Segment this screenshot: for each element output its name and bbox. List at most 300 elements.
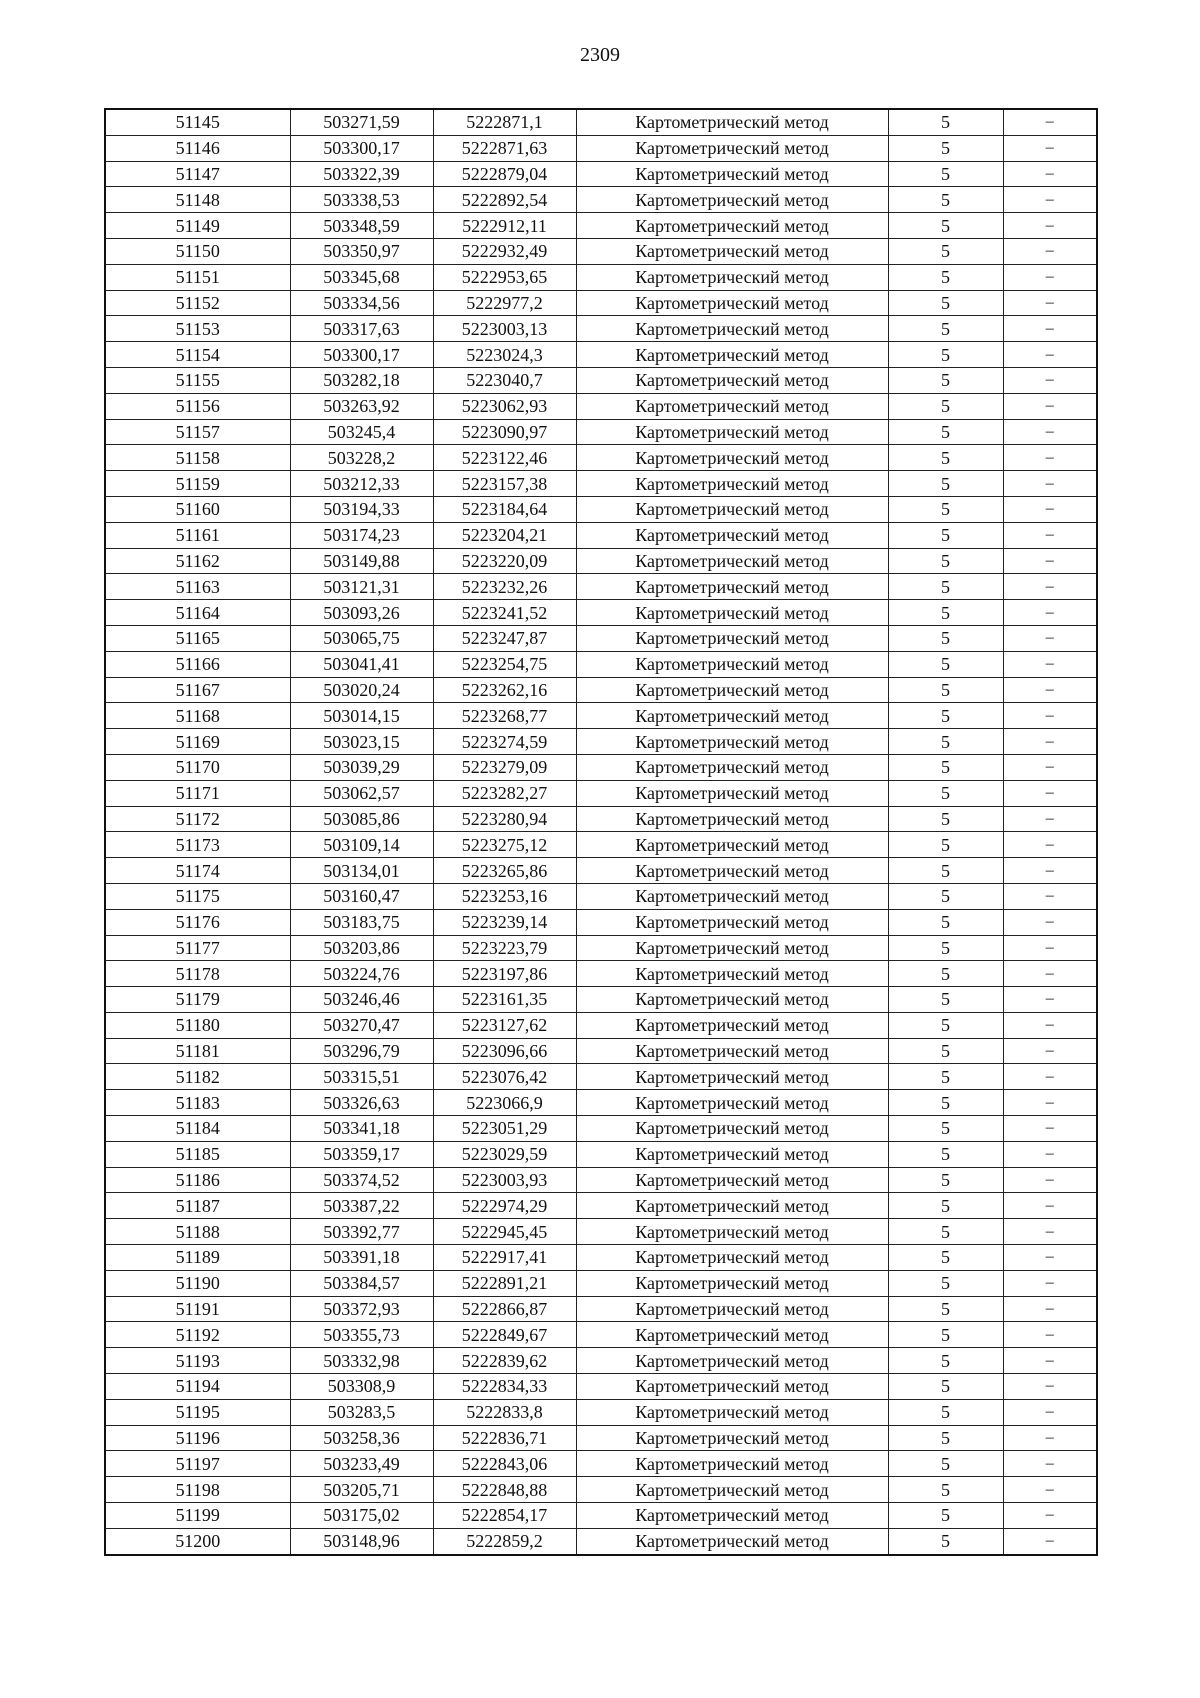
accuracy-cell: 5 — [888, 1477, 1003, 1503]
method-cell: Картометрический метод — [576, 1322, 888, 1348]
accuracy-cell: 5 — [888, 1245, 1003, 1271]
point-number-cell: 51171 — [105, 780, 290, 806]
y-coordinate-cell: 5223157,38 — [433, 471, 576, 497]
y-coordinate-cell: 5222854,17 — [433, 1503, 576, 1529]
note-cell: – — [1003, 548, 1097, 574]
note-cell: – — [1003, 1064, 1097, 1090]
note-cell: – — [1003, 1270, 1097, 1296]
y-coordinate-cell: 5223247,87 — [433, 625, 576, 651]
point-number-cell: 51186 — [105, 1167, 290, 1193]
method-cell: Картометрический метод — [576, 522, 888, 548]
accuracy-cell: 5 — [888, 367, 1003, 393]
method-cell: Картометрический метод — [576, 290, 888, 316]
y-coordinate-cell: 5222879,04 — [433, 161, 576, 187]
method-cell: Картометрический метод — [576, 1038, 888, 1064]
y-coordinate-cell: 5222833,8 — [433, 1399, 576, 1425]
point-number-cell: 51200 — [105, 1528, 290, 1554]
method-cell: Картометрический метод — [576, 1270, 888, 1296]
table-row — [105, 1116, 1097, 1142]
accuracy-cell: 5 — [888, 754, 1003, 780]
table-row — [105, 780, 1097, 806]
note-cell: – — [1003, 600, 1097, 626]
table-row — [105, 1167, 1097, 1193]
note-cell: – — [1003, 1141, 1097, 1167]
x-coordinate-cell: 503350,97 — [290, 238, 433, 264]
note-cell: – — [1003, 1219, 1097, 1245]
note-cell: – — [1003, 883, 1097, 909]
accuracy-cell: 5 — [888, 393, 1003, 419]
accuracy-cell: 5 — [888, 1012, 1003, 1038]
y-coordinate-cell: 5222917,41 — [433, 1245, 576, 1271]
x-coordinate-cell: 503160,47 — [290, 883, 433, 909]
accuracy-cell: 5 — [888, 703, 1003, 729]
note-cell: – — [1003, 1399, 1097, 1425]
method-cell: Картометрический метод — [576, 1116, 888, 1142]
accuracy-cell: 5 — [888, 264, 1003, 290]
x-coordinate-cell: 503271,59 — [290, 109, 433, 135]
note-cell: – — [1003, 1425, 1097, 1451]
table-row — [105, 1503, 1097, 1529]
point-number-cell: 51172 — [105, 806, 290, 832]
note-cell: – — [1003, 1167, 1097, 1193]
method-cell: Картометрический метод — [576, 703, 888, 729]
point-number-cell: 51155 — [105, 367, 290, 393]
point-number-cell: 51196 — [105, 1425, 290, 1451]
accuracy-cell: 5 — [888, 729, 1003, 755]
table-row — [105, 1322, 1097, 1348]
table-row — [105, 367, 1097, 393]
accuracy-cell: 5 — [888, 1270, 1003, 1296]
method-cell: Картометрический метод — [576, 1399, 888, 1425]
point-number-cell: 51183 — [105, 1090, 290, 1116]
note-cell: – — [1003, 264, 1097, 290]
y-coordinate-cell: 5223122,46 — [433, 445, 576, 471]
table-row — [105, 625, 1097, 651]
table-row — [105, 548, 1097, 574]
table-row — [105, 909, 1097, 935]
x-coordinate-cell: 503308,9 — [290, 1374, 433, 1400]
note-cell: – — [1003, 1374, 1097, 1400]
table-row — [105, 1348, 1097, 1374]
table-row — [105, 677, 1097, 703]
x-coordinate-cell: 503282,18 — [290, 367, 433, 393]
accuracy-cell: 5 — [888, 316, 1003, 342]
point-number-cell: 51160 — [105, 496, 290, 522]
table-row — [105, 342, 1097, 368]
method-cell: Картометрический метод — [576, 109, 888, 135]
note-cell: – — [1003, 419, 1097, 445]
table-row — [105, 754, 1097, 780]
note-cell: – — [1003, 703, 1097, 729]
table-row — [105, 213, 1097, 239]
note-cell: – — [1003, 393, 1097, 419]
y-coordinate-cell: 5222977,2 — [433, 290, 576, 316]
point-number-cell: 51159 — [105, 471, 290, 497]
x-coordinate-cell: 503300,17 — [290, 135, 433, 161]
method-cell: Картометрический метод — [576, 496, 888, 522]
note-cell: – — [1003, 754, 1097, 780]
x-coordinate-cell: 503205,71 — [290, 1477, 433, 1503]
x-coordinate-cell: 503246,46 — [290, 987, 433, 1013]
accuracy-cell: 5 — [888, 1064, 1003, 1090]
x-coordinate-cell: 503283,5 — [290, 1399, 433, 1425]
y-coordinate-cell: 5223066,9 — [433, 1090, 576, 1116]
method-cell: Картометрический метод — [576, 316, 888, 342]
method-cell: Картометрический метод — [576, 445, 888, 471]
table-row — [105, 445, 1097, 471]
accuracy-cell: 5 — [888, 290, 1003, 316]
y-coordinate-cell: 5223232,26 — [433, 574, 576, 600]
y-coordinate-cell: 5222848,88 — [433, 1477, 576, 1503]
x-coordinate-cell: 503224,76 — [290, 961, 433, 987]
accuracy-cell: 5 — [888, 961, 1003, 987]
y-coordinate-cell: 5223220,09 — [433, 548, 576, 574]
accuracy-cell: 5 — [888, 342, 1003, 368]
accuracy-cell: 5 — [888, 883, 1003, 909]
y-coordinate-cell: 5222871,63 — [433, 135, 576, 161]
x-coordinate-cell: 503062,57 — [290, 780, 433, 806]
table-row — [105, 264, 1097, 290]
x-coordinate-cell: 503233,49 — [290, 1451, 433, 1477]
y-coordinate-cell: 5223003,13 — [433, 316, 576, 342]
point-number-cell: 51191 — [105, 1296, 290, 1322]
accuracy-cell: 5 — [888, 1374, 1003, 1400]
x-coordinate-cell: 503345,68 — [290, 264, 433, 290]
table-row — [105, 600, 1097, 626]
method-cell: Картометрический метод — [576, 729, 888, 755]
point-number-cell: 51190 — [105, 1270, 290, 1296]
table-row — [105, 1193, 1097, 1219]
accuracy-cell: 5 — [888, 1167, 1003, 1193]
y-coordinate-cell: 5222834,33 — [433, 1374, 576, 1400]
x-coordinate-cell: 503296,79 — [290, 1038, 433, 1064]
y-coordinate-cell: 5222932,49 — [433, 238, 576, 264]
y-coordinate-cell: 5222892,54 — [433, 187, 576, 213]
note-cell: – — [1003, 806, 1097, 832]
accuracy-cell: 5 — [888, 135, 1003, 161]
method-cell: Картометрический метод — [576, 677, 888, 703]
note-cell: – — [1003, 471, 1097, 497]
note-cell: – — [1003, 496, 1097, 522]
y-coordinate-cell: 5222866,87 — [433, 1296, 576, 1322]
point-number-cell: 51194 — [105, 1374, 290, 1400]
method-cell: Картометрический метод — [576, 471, 888, 497]
point-number-cell: 51192 — [105, 1322, 290, 1348]
x-coordinate-cell: 503258,36 — [290, 1425, 433, 1451]
y-coordinate-cell: 5223161,35 — [433, 987, 576, 1013]
x-coordinate-cell: 503334,56 — [290, 290, 433, 316]
note-cell: – — [1003, 574, 1097, 600]
table-row — [105, 316, 1097, 342]
x-coordinate-cell: 503148,96 — [290, 1528, 433, 1554]
coordinates-table — [104, 108, 1098, 1556]
accuracy-cell: 5 — [888, 600, 1003, 626]
y-coordinate-cell: 5223254,75 — [433, 651, 576, 677]
note-cell: – — [1003, 1348, 1097, 1374]
note-cell: – — [1003, 935, 1097, 961]
point-number-cell: 51161 — [105, 522, 290, 548]
note-cell: – — [1003, 858, 1097, 884]
x-coordinate-cell: 503391,18 — [290, 1245, 433, 1271]
x-coordinate-cell: 503134,01 — [290, 858, 433, 884]
method-cell: Картометрический метод — [576, 1012, 888, 1038]
point-number-cell: 51145 — [105, 109, 290, 135]
note-cell: – — [1003, 367, 1097, 393]
note-cell: – — [1003, 1116, 1097, 1142]
point-number-cell: 51166 — [105, 651, 290, 677]
method-cell: Картометрический метод — [576, 625, 888, 651]
accuracy-cell: 5 — [888, 1425, 1003, 1451]
note-cell: – — [1003, 290, 1097, 316]
y-coordinate-cell: 5223127,62 — [433, 1012, 576, 1038]
note-cell: – — [1003, 316, 1097, 342]
y-coordinate-cell: 5223197,86 — [433, 961, 576, 987]
x-coordinate-cell: 503041,41 — [290, 651, 433, 677]
x-coordinate-cell: 503175,02 — [290, 1503, 433, 1529]
table-row — [105, 1296, 1097, 1322]
table-row — [105, 883, 1097, 909]
accuracy-cell: 5 — [888, 419, 1003, 445]
method-cell: Картометрический метод — [576, 780, 888, 806]
point-number-cell: 51182 — [105, 1064, 290, 1090]
note-cell: – — [1003, 445, 1097, 471]
y-coordinate-cell: 5223024,3 — [433, 342, 576, 368]
accuracy-cell: 5 — [888, 806, 1003, 832]
y-coordinate-cell: 5223253,16 — [433, 883, 576, 909]
table-row — [105, 1245, 1097, 1271]
point-number-cell: 51149 — [105, 213, 290, 239]
method-cell: Картометрический метод — [576, 1503, 888, 1529]
method-cell: Картометрический метод — [576, 1245, 888, 1271]
table-row — [105, 1425, 1097, 1451]
accuracy-cell: 5 — [888, 1116, 1003, 1142]
x-coordinate-cell: 503326,63 — [290, 1090, 433, 1116]
x-coordinate-cell: 503359,17 — [290, 1141, 433, 1167]
accuracy-cell: 5 — [888, 471, 1003, 497]
x-coordinate-cell: 503183,75 — [290, 909, 433, 935]
accuracy-cell: 5 — [888, 1322, 1003, 1348]
x-coordinate-cell: 503372,93 — [290, 1296, 433, 1322]
y-coordinate-cell: 5222912,11 — [433, 213, 576, 239]
point-number-cell: 51163 — [105, 574, 290, 600]
point-number-cell: 51146 — [105, 135, 290, 161]
x-coordinate-cell: 503392,77 — [290, 1219, 433, 1245]
method-cell: Картометрический метод — [576, 600, 888, 626]
accuracy-cell: 5 — [888, 161, 1003, 187]
point-number-cell: 51181 — [105, 1038, 290, 1064]
point-number-cell: 51188 — [105, 1219, 290, 1245]
point-number-cell: 51154 — [105, 342, 290, 368]
table-row — [105, 1374, 1097, 1400]
point-number-cell: 51147 — [105, 161, 290, 187]
point-number-cell: 51195 — [105, 1399, 290, 1425]
point-number-cell: 51169 — [105, 729, 290, 755]
x-coordinate-cell: 503387,22 — [290, 1193, 433, 1219]
point-number-cell: 51178 — [105, 961, 290, 987]
table-row — [105, 832, 1097, 858]
method-cell: Картометрический метод — [576, 909, 888, 935]
note-cell: – — [1003, 342, 1097, 368]
method-cell: Картометрический метод — [576, 1348, 888, 1374]
x-coordinate-cell: 503203,86 — [290, 935, 433, 961]
table-row — [105, 1528, 1097, 1554]
method-cell: Картометрический метод — [576, 574, 888, 600]
note-cell: – — [1003, 1322, 1097, 1348]
method-cell: Картометрический метод — [576, 1064, 888, 1090]
x-coordinate-cell: 503023,15 — [290, 729, 433, 755]
y-coordinate-cell: 5223051,29 — [433, 1116, 576, 1142]
accuracy-cell: 5 — [888, 1038, 1003, 1064]
accuracy-cell: 5 — [888, 858, 1003, 884]
note-cell: – — [1003, 1503, 1097, 1529]
method-cell: Картометрический метод — [576, 161, 888, 187]
point-number-cell: 51153 — [105, 316, 290, 342]
y-coordinate-cell: 5223090,97 — [433, 419, 576, 445]
y-coordinate-cell: 5223282,27 — [433, 780, 576, 806]
accuracy-cell: 5 — [888, 445, 1003, 471]
table-row — [105, 1477, 1097, 1503]
note-cell: – — [1003, 651, 1097, 677]
method-cell: Картометрический метод — [576, 754, 888, 780]
x-coordinate-cell: 503338,53 — [290, 187, 433, 213]
table-row — [105, 135, 1097, 161]
x-coordinate-cell: 503194,33 — [290, 496, 433, 522]
accuracy-cell: 5 — [888, 213, 1003, 239]
x-coordinate-cell: 503109,14 — [290, 832, 433, 858]
y-coordinate-cell: 5223040,7 — [433, 367, 576, 393]
note-cell: – — [1003, 1451, 1097, 1477]
point-number-cell: 51180 — [105, 1012, 290, 1038]
note-cell: – — [1003, 238, 1097, 264]
note-cell: – — [1003, 677, 1097, 703]
note-cell: – — [1003, 1012, 1097, 1038]
method-cell: Картометрический метод — [576, 1219, 888, 1245]
note-cell: – — [1003, 987, 1097, 1013]
method-cell: Картометрический метод — [576, 1296, 888, 1322]
method-cell: Картометрический метод — [576, 806, 888, 832]
method-cell: Картометрический метод — [576, 213, 888, 239]
method-cell: Картометрический метод — [576, 832, 888, 858]
method-cell: Картометрический метод — [576, 548, 888, 574]
table-row — [105, 1064, 1097, 1090]
y-coordinate-cell: 5223279,09 — [433, 754, 576, 780]
accuracy-cell: 5 — [888, 496, 1003, 522]
accuracy-cell: 5 — [888, 238, 1003, 264]
accuracy-cell: 5 — [888, 935, 1003, 961]
table-row — [105, 1219, 1097, 1245]
x-coordinate-cell: 503245,4 — [290, 419, 433, 445]
point-number-cell: 51156 — [105, 393, 290, 419]
method-cell: Картометрический метод — [576, 1193, 888, 1219]
x-coordinate-cell: 503348,59 — [290, 213, 433, 239]
table-row — [105, 1090, 1097, 1116]
table-row — [105, 1451, 1097, 1477]
y-coordinate-cell: 5223268,77 — [433, 703, 576, 729]
table-row — [105, 961, 1097, 987]
point-number-cell: 51185 — [105, 1141, 290, 1167]
note-cell: – — [1003, 780, 1097, 806]
point-number-cell: 51150 — [105, 238, 290, 264]
point-number-cell: 51187 — [105, 1193, 290, 1219]
point-number-cell: 51175 — [105, 883, 290, 909]
note-cell: – — [1003, 1193, 1097, 1219]
method-cell: Картометрический метод — [576, 1451, 888, 1477]
x-coordinate-cell: 503315,51 — [290, 1064, 433, 1090]
accuracy-cell: 5 — [888, 574, 1003, 600]
point-number-cell: 51151 — [105, 264, 290, 290]
method-cell: Картометрический метод — [576, 651, 888, 677]
x-coordinate-cell: 503228,2 — [290, 445, 433, 471]
y-coordinate-cell: 5222953,65 — [433, 264, 576, 290]
note-cell: – — [1003, 522, 1097, 548]
point-number-cell: 51162 — [105, 548, 290, 574]
accuracy-cell: 5 — [888, 548, 1003, 574]
x-coordinate-cell: 503300,17 — [290, 342, 433, 368]
table-row — [105, 393, 1097, 419]
y-coordinate-cell: 5222945,45 — [433, 1219, 576, 1245]
table-row — [105, 290, 1097, 316]
note-cell: – — [1003, 729, 1097, 755]
accuracy-cell: 5 — [888, 1399, 1003, 1425]
point-number-cell: 51164 — [105, 600, 290, 626]
table-row — [105, 651, 1097, 677]
x-coordinate-cell: 503121,31 — [290, 574, 433, 600]
method-cell: Картометрический метод — [576, 367, 888, 393]
note-cell: – — [1003, 1245, 1097, 1271]
accuracy-cell: 5 — [888, 1348, 1003, 1374]
note-cell: – — [1003, 109, 1097, 135]
y-coordinate-cell: 5223265,86 — [433, 858, 576, 884]
table-row — [105, 1270, 1097, 1296]
accuracy-cell: 5 — [888, 780, 1003, 806]
table-row — [105, 419, 1097, 445]
table-row — [105, 109, 1097, 135]
x-coordinate-cell: 503212,33 — [290, 471, 433, 497]
x-coordinate-cell: 503317,63 — [290, 316, 433, 342]
point-number-cell: 51167 — [105, 677, 290, 703]
x-coordinate-cell: 503065,75 — [290, 625, 433, 651]
accuracy-cell: 5 — [888, 187, 1003, 213]
method-cell: Картометрический метод — [576, 419, 888, 445]
table-row — [105, 238, 1097, 264]
table-row — [105, 471, 1097, 497]
table-row — [105, 858, 1097, 884]
y-coordinate-cell: 5223223,79 — [433, 935, 576, 961]
method-cell: Картометрический метод — [576, 1141, 888, 1167]
point-number-cell: 51184 — [105, 1116, 290, 1142]
x-coordinate-cell: 503085,86 — [290, 806, 433, 832]
point-number-cell: 51170 — [105, 754, 290, 780]
point-number-cell: 51198 — [105, 1477, 290, 1503]
table-row — [105, 987, 1097, 1013]
y-coordinate-cell: 5222974,29 — [433, 1193, 576, 1219]
method-cell: Картометрический метод — [576, 1477, 888, 1503]
point-number-cell: 51157 — [105, 419, 290, 445]
y-coordinate-cell: 5223275,12 — [433, 832, 576, 858]
table-row — [105, 161, 1097, 187]
y-coordinate-cell: 5223062,93 — [433, 393, 576, 419]
table-row — [105, 522, 1097, 548]
note-cell: – — [1003, 625, 1097, 651]
x-coordinate-cell: 503020,24 — [290, 677, 433, 703]
method-cell: Картометрический метод — [576, 264, 888, 290]
note-cell: – — [1003, 832, 1097, 858]
method-cell: Картометрический метод — [576, 883, 888, 909]
note-cell: – — [1003, 1528, 1097, 1554]
method-cell: Картометрический метод — [576, 342, 888, 368]
x-coordinate-cell: 503384,57 — [290, 1270, 433, 1296]
accuracy-cell: 5 — [888, 832, 1003, 858]
